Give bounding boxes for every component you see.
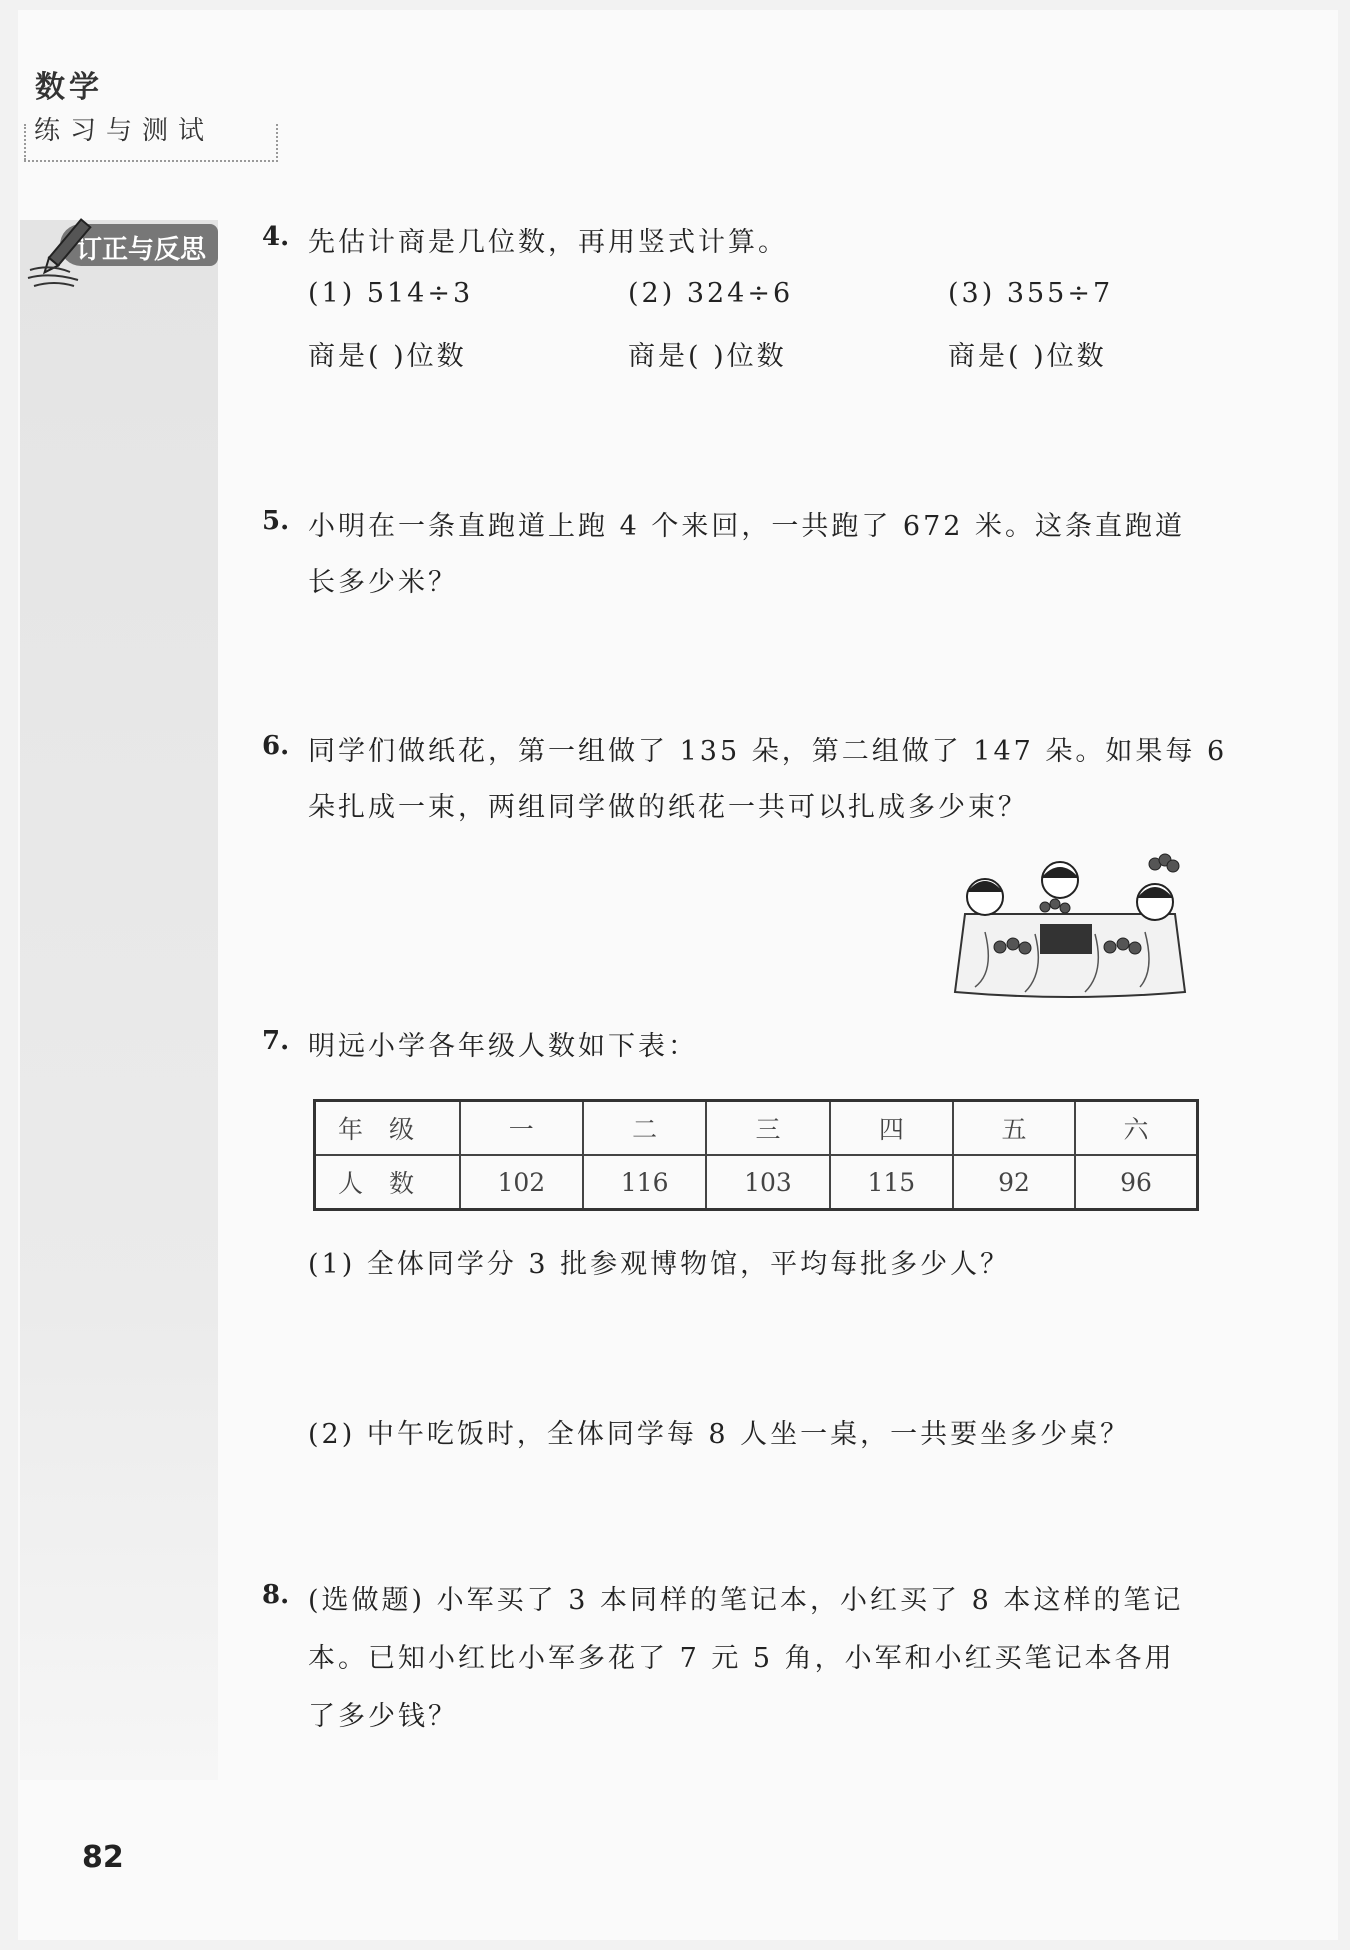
pencil-icon — [20, 214, 100, 294]
table-cell: 103 — [706, 1155, 829, 1210]
question-7-sub-1: (1) 全体同学分 3 批参观博物馆，平均每批多少人？ — [308, 1249, 1011, 1280]
question-4-answer-2: 商是( )位数 — [628, 341, 787, 372]
table-cell: 115 — [830, 1155, 953, 1210]
table-cell: 六 — [1075, 1101, 1198, 1156]
table-cell: 五 — [953, 1101, 1075, 1156]
header-subject: 数学 — [35, 70, 103, 105]
question-7-number: 7. — [262, 1026, 290, 1056]
table-cell: 二 — [583, 1101, 706, 1156]
question-4-answer-1: 商是( )位数 — [308, 341, 467, 372]
table-cell: 人数 — [315, 1155, 460, 1210]
table-cell: 三 — [706, 1101, 829, 1156]
table-cell: 一 — [460, 1101, 583, 1156]
table-cell: 116 — [583, 1155, 706, 1210]
question-8-line-1: (选做题) 小军买了 3 本同样的笔记本，小红买了 8 本这样的笔记 — [308, 1585, 1184, 1616]
header-dotted-edge — [24, 124, 30, 160]
table-cell: 四 — [830, 1101, 953, 1156]
question-5-line-1: 小明在一条直跑道上跑 4 个来回，一共跑了 672 米。这条直跑道 — [308, 511, 1186, 542]
question-4-prompt: 先估计商是几位数，再用竖式计算。 — [308, 227, 788, 258]
table-row — [315, 1155, 1198, 1210]
question-8-number: 8. — [262, 1580, 290, 1610]
table-cell: 年级 — [315, 1101, 460, 1156]
question-4-answer-3: 商是( )位数 — [948, 341, 1107, 372]
question-6-line-1: 同学们做纸花，第一组做了 135 朵，第二组做了 147 朵。如果每 6 — [308, 736, 1228, 767]
children-making-flowers-illustration — [945, 852, 1195, 1012]
question-4-item-3: (3) 355÷7 — [948, 278, 1114, 309]
correction-sidebar — [20, 220, 218, 1780]
header-book-title: 练习与测试 — [34, 116, 215, 146]
table-cell: 92 — [953, 1155, 1075, 1210]
table-cell: 102 — [460, 1155, 583, 1210]
question-4-number: 4. — [262, 222, 290, 252]
question-4-item-2: (2) 324÷6 — [628, 278, 794, 309]
question-5-line-2: 长多少米？ — [308, 567, 458, 598]
question-8-line-2: 本。已知小红比小军多花了 7 元 5 角，小军和小红买笔记本各用 — [308, 1643, 1175, 1674]
page-number: 82 — [82, 1840, 124, 1875]
question-5-number: 5. — [262, 506, 290, 536]
question-6-line-2: 朵扎成一束，两组同学做的纸花一共可以扎成多少束？ — [308, 792, 1028, 823]
table-cell: 96 — [1075, 1155, 1198, 1210]
sidebar-tab-label: 订正与反思 — [75, 235, 206, 265]
question-8-line-3: 了多少钱？ — [308, 1701, 458, 1732]
header-dotted-frame — [24, 124, 278, 162]
table-header-row — [315, 1101, 1198, 1156]
question-7-prompt: 明远小学各年级人数如下表： — [308, 1031, 698, 1062]
question-7-sub-2: (2) 中午吃饭时，全体同学每 8 人坐一桌，一共要坐多少桌？ — [308, 1419, 1131, 1450]
grade-population-table — [313, 1099, 1199, 1211]
question-4-item-1: (1) 514÷3 — [308, 278, 474, 309]
question-6-number: 6. — [262, 731, 290, 761]
